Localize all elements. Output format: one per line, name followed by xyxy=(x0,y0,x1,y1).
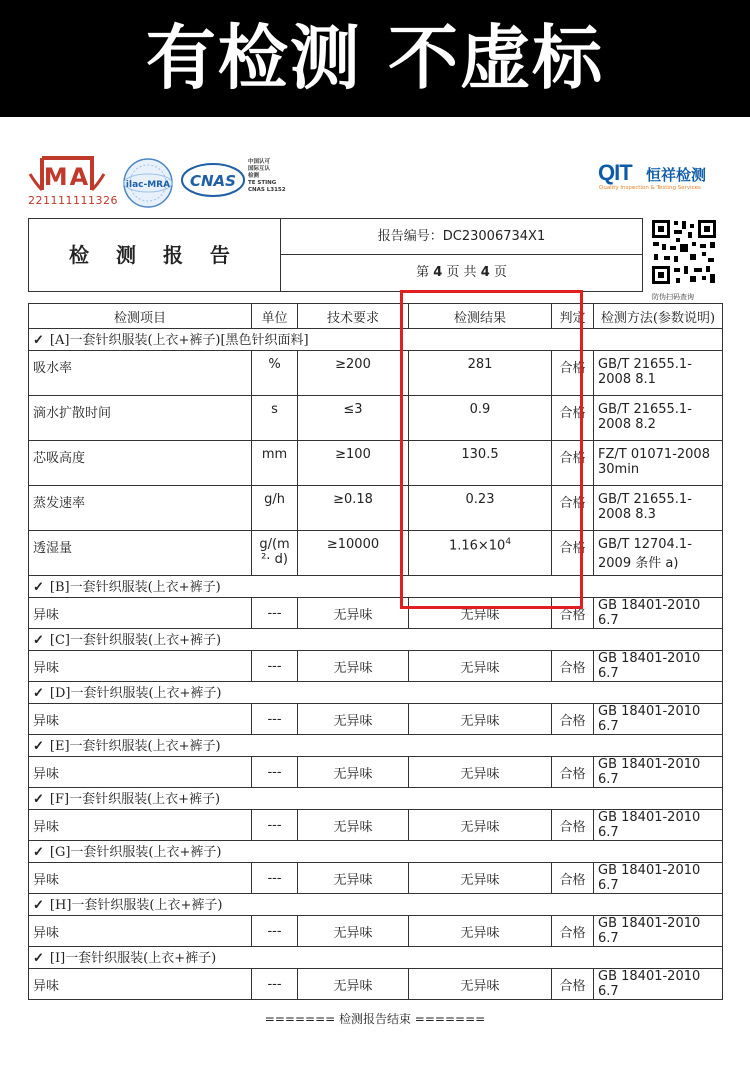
section-row xyxy=(29,576,723,598)
cnas-description: 中国认可 国际互认 检测 TE STING CNAS L3152 xyxy=(248,159,286,193)
cell-method: GB/T 12704.1-2009 条件 a) xyxy=(594,531,723,576)
cell-item: 芯吸高度 xyxy=(29,441,252,486)
table-row xyxy=(29,531,723,576)
cell-requirement: ≥200 xyxy=(298,351,409,396)
cell-result: 无异味 xyxy=(409,863,552,894)
cell-method: GB 18401-2010 6.7 xyxy=(594,704,723,735)
cell-requirement: ≥0.18 xyxy=(298,486,409,531)
ilac-text: ilac-MRA xyxy=(125,180,171,190)
cell-judgement: 合格 xyxy=(552,351,594,396)
cell-unit: --- xyxy=(252,651,298,682)
cell-item: 异味 xyxy=(29,704,252,735)
cell-item: 异味 xyxy=(29,810,252,841)
report-page-indicator: 第 4 页 共 4 页 xyxy=(281,255,643,292)
cell-unit: --- xyxy=(252,810,298,841)
cell-result: 无异味 xyxy=(409,810,552,841)
cell-judgement: 合格 xyxy=(552,651,594,682)
cell-requirement: 无异味 xyxy=(298,810,409,841)
cell-judgement: 合格 xyxy=(552,486,594,531)
table-row xyxy=(29,351,723,396)
cell-judgement: 合格 xyxy=(552,810,594,841)
cell-method: GB 18401-2010 6.7 xyxy=(594,810,723,841)
cnas-text: CNAS xyxy=(190,172,236,190)
cell-unit: g/(m ²· d) xyxy=(252,531,298,576)
section-title: ✓ [E]一套针织服装(上衣+裤子) xyxy=(29,735,723,757)
cell-method: GB 18401-2010 6.7 xyxy=(594,757,723,788)
header-result: 检测结果 xyxy=(409,304,552,329)
section-title: ✓ [H]一套针织服装(上衣+裤子) xyxy=(29,894,723,916)
section-title-a: ✓ [A]一套针织服装(上衣+裤子)[黑色针织面料] xyxy=(29,329,723,351)
section-row xyxy=(29,788,723,810)
cell-unit: g/h xyxy=(252,486,298,531)
section-title: ✓ [D]一套针织服装(上衣+裤子) xyxy=(29,682,723,704)
section-row xyxy=(29,947,723,969)
qit-logo: QIT xyxy=(598,160,632,185)
table-row xyxy=(29,810,723,841)
table-row xyxy=(29,757,723,788)
header-unit: 单位 xyxy=(252,304,298,329)
cell-method: GB 18401-2010 6.7 xyxy=(594,969,723,1000)
cell-result: 0.23 xyxy=(409,486,552,531)
cell-judgement: 合格 xyxy=(552,704,594,735)
cma-number: 221111111326 xyxy=(28,194,118,207)
cell-item: 透湿量 xyxy=(29,531,252,576)
cell-item: 异味 xyxy=(29,757,252,788)
table-row xyxy=(29,441,723,486)
cell-result: 130.5 xyxy=(409,441,552,486)
cell-judgement: 合格 xyxy=(552,396,594,441)
cell-item: 异味 xyxy=(29,598,252,629)
cell-unit: s xyxy=(252,396,298,441)
qr-code-icon[interactable] xyxy=(650,218,718,286)
cell-unit: --- xyxy=(252,757,298,788)
section-row xyxy=(29,682,723,704)
cell-item: 滴水扩散时间 xyxy=(29,396,252,441)
cma-letters: MA xyxy=(43,163,91,191)
table-row xyxy=(29,396,723,441)
cell-requirement: 无异味 xyxy=(298,704,409,735)
qr-caption: 防伪扫码查询 xyxy=(652,293,694,301)
cell-result: 0.9 xyxy=(409,396,552,441)
cell-result: 281 xyxy=(409,351,552,396)
cell-unit: % xyxy=(252,351,298,396)
cell-judgement: 合格 xyxy=(552,969,594,1000)
section-row xyxy=(29,629,723,651)
table-row xyxy=(29,863,723,894)
ilac-mra-logo xyxy=(122,157,174,209)
cell-judgement: 合格 xyxy=(552,598,594,629)
cell-item: 吸水率 xyxy=(29,351,252,396)
cell-result: 无异味 xyxy=(409,704,552,735)
cell-requirement: ≥10000 xyxy=(298,531,409,576)
report-number: 报告编号：DC23006734X1 xyxy=(281,218,643,255)
cell-method: GB 18401-2010 6.7 xyxy=(594,651,723,682)
cell-requirement: 无异味 xyxy=(298,969,409,1000)
cell-judgement: 合格 xyxy=(552,441,594,486)
section-title: ✓ [C]一套针织服装(上衣+裤子) xyxy=(29,629,723,651)
cell-item: 异味 xyxy=(29,863,252,894)
table-header-row xyxy=(29,304,723,329)
cell-requirement: 无异味 xyxy=(298,863,409,894)
cell-method: GB/T 21655.1-2008 8.1 xyxy=(594,351,723,396)
section-row xyxy=(29,894,723,916)
cell-requirement: 无异味 xyxy=(298,916,409,947)
cell-item: 异味 xyxy=(29,651,252,682)
cell-result: 无异味 xyxy=(409,598,552,629)
cell-judgement: 合格 xyxy=(552,916,594,947)
table-row xyxy=(29,969,723,1000)
table-row xyxy=(29,651,723,682)
section-row xyxy=(29,329,723,351)
cell-result: 无异味 xyxy=(409,916,552,947)
cell-requirement: 无异味 xyxy=(298,598,409,629)
cell-judgement: 合格 xyxy=(552,531,594,576)
cell-result: 无异味 xyxy=(409,969,552,1000)
section-title: ✓ [G]一套针织服装(上衣+裤子) xyxy=(29,841,723,863)
cell-method: FZ/T 01071-2008 30min xyxy=(594,441,723,486)
section-row xyxy=(29,735,723,757)
cell-result: 无异味 xyxy=(409,651,552,682)
section-title: ✓ [B]一套针织服装(上衣+裤子) xyxy=(29,576,723,598)
cell-unit: --- xyxy=(252,704,298,735)
cell-method: GB/T 21655.1-2008 8.2 xyxy=(594,396,723,441)
section-title: ✓ [F]一套针织服装(上衣+裤子) xyxy=(29,788,723,810)
section-title: ✓ [I]一套针织服装(上衣+裤子) xyxy=(29,947,723,969)
cell-item: 蒸发速率 xyxy=(29,486,252,531)
table-row xyxy=(29,704,723,735)
header-method: 检测方法(参数说明) xyxy=(594,304,723,329)
cell-unit: mm xyxy=(252,441,298,486)
report-title: 检 测 报 告 xyxy=(28,218,281,292)
header-judgement: 判定 xyxy=(552,304,594,329)
banner-title: 有检测 不虚标 xyxy=(0,0,750,117)
header-item: 检测项目 xyxy=(29,304,252,329)
cell-unit: --- xyxy=(252,916,298,947)
cell-method: GB 18401-2010 6.7 xyxy=(594,916,723,947)
cell-requirement: 无异味 xyxy=(298,651,409,682)
report-end-marker: ======= 检测报告结束 ======= xyxy=(264,1012,486,1026)
cell-unit: --- xyxy=(252,863,298,894)
section-row xyxy=(29,841,723,863)
cell-unit: --- xyxy=(252,598,298,629)
cell-method: GB 18401-2010 6.7 xyxy=(594,863,723,894)
cell-requirement: 无异味 xyxy=(298,757,409,788)
cell-result: 无异味 xyxy=(409,757,552,788)
table-row xyxy=(29,598,723,629)
header-requirement: 技术要求 xyxy=(298,304,409,329)
cell-result: $1.16\times 10^4$ xyxy=(409,531,552,576)
cell-judgement: 合格 xyxy=(552,863,594,894)
qit-company-name: 恒祥检测 xyxy=(646,166,707,184)
cell-method: GB 18401-2010 6.7 xyxy=(594,598,723,629)
qit-subtitle: Quality Inspection & Testing Services xyxy=(599,185,701,191)
cell-item: 异味 xyxy=(29,969,252,1000)
table-row xyxy=(29,486,723,531)
cell-item: 异味 xyxy=(29,916,252,947)
cell-requirement: ≤3 xyxy=(298,396,409,441)
cell-judgement: 合格 xyxy=(552,757,594,788)
cell-requirement: ≥100 xyxy=(298,441,409,486)
table-row xyxy=(29,916,723,947)
cell-method: GB/T 21655.1-2008 8.3 xyxy=(594,486,723,531)
test-results-table xyxy=(28,303,723,1000)
cnas-logo xyxy=(181,160,245,200)
cell-unit: --- xyxy=(252,969,298,1000)
